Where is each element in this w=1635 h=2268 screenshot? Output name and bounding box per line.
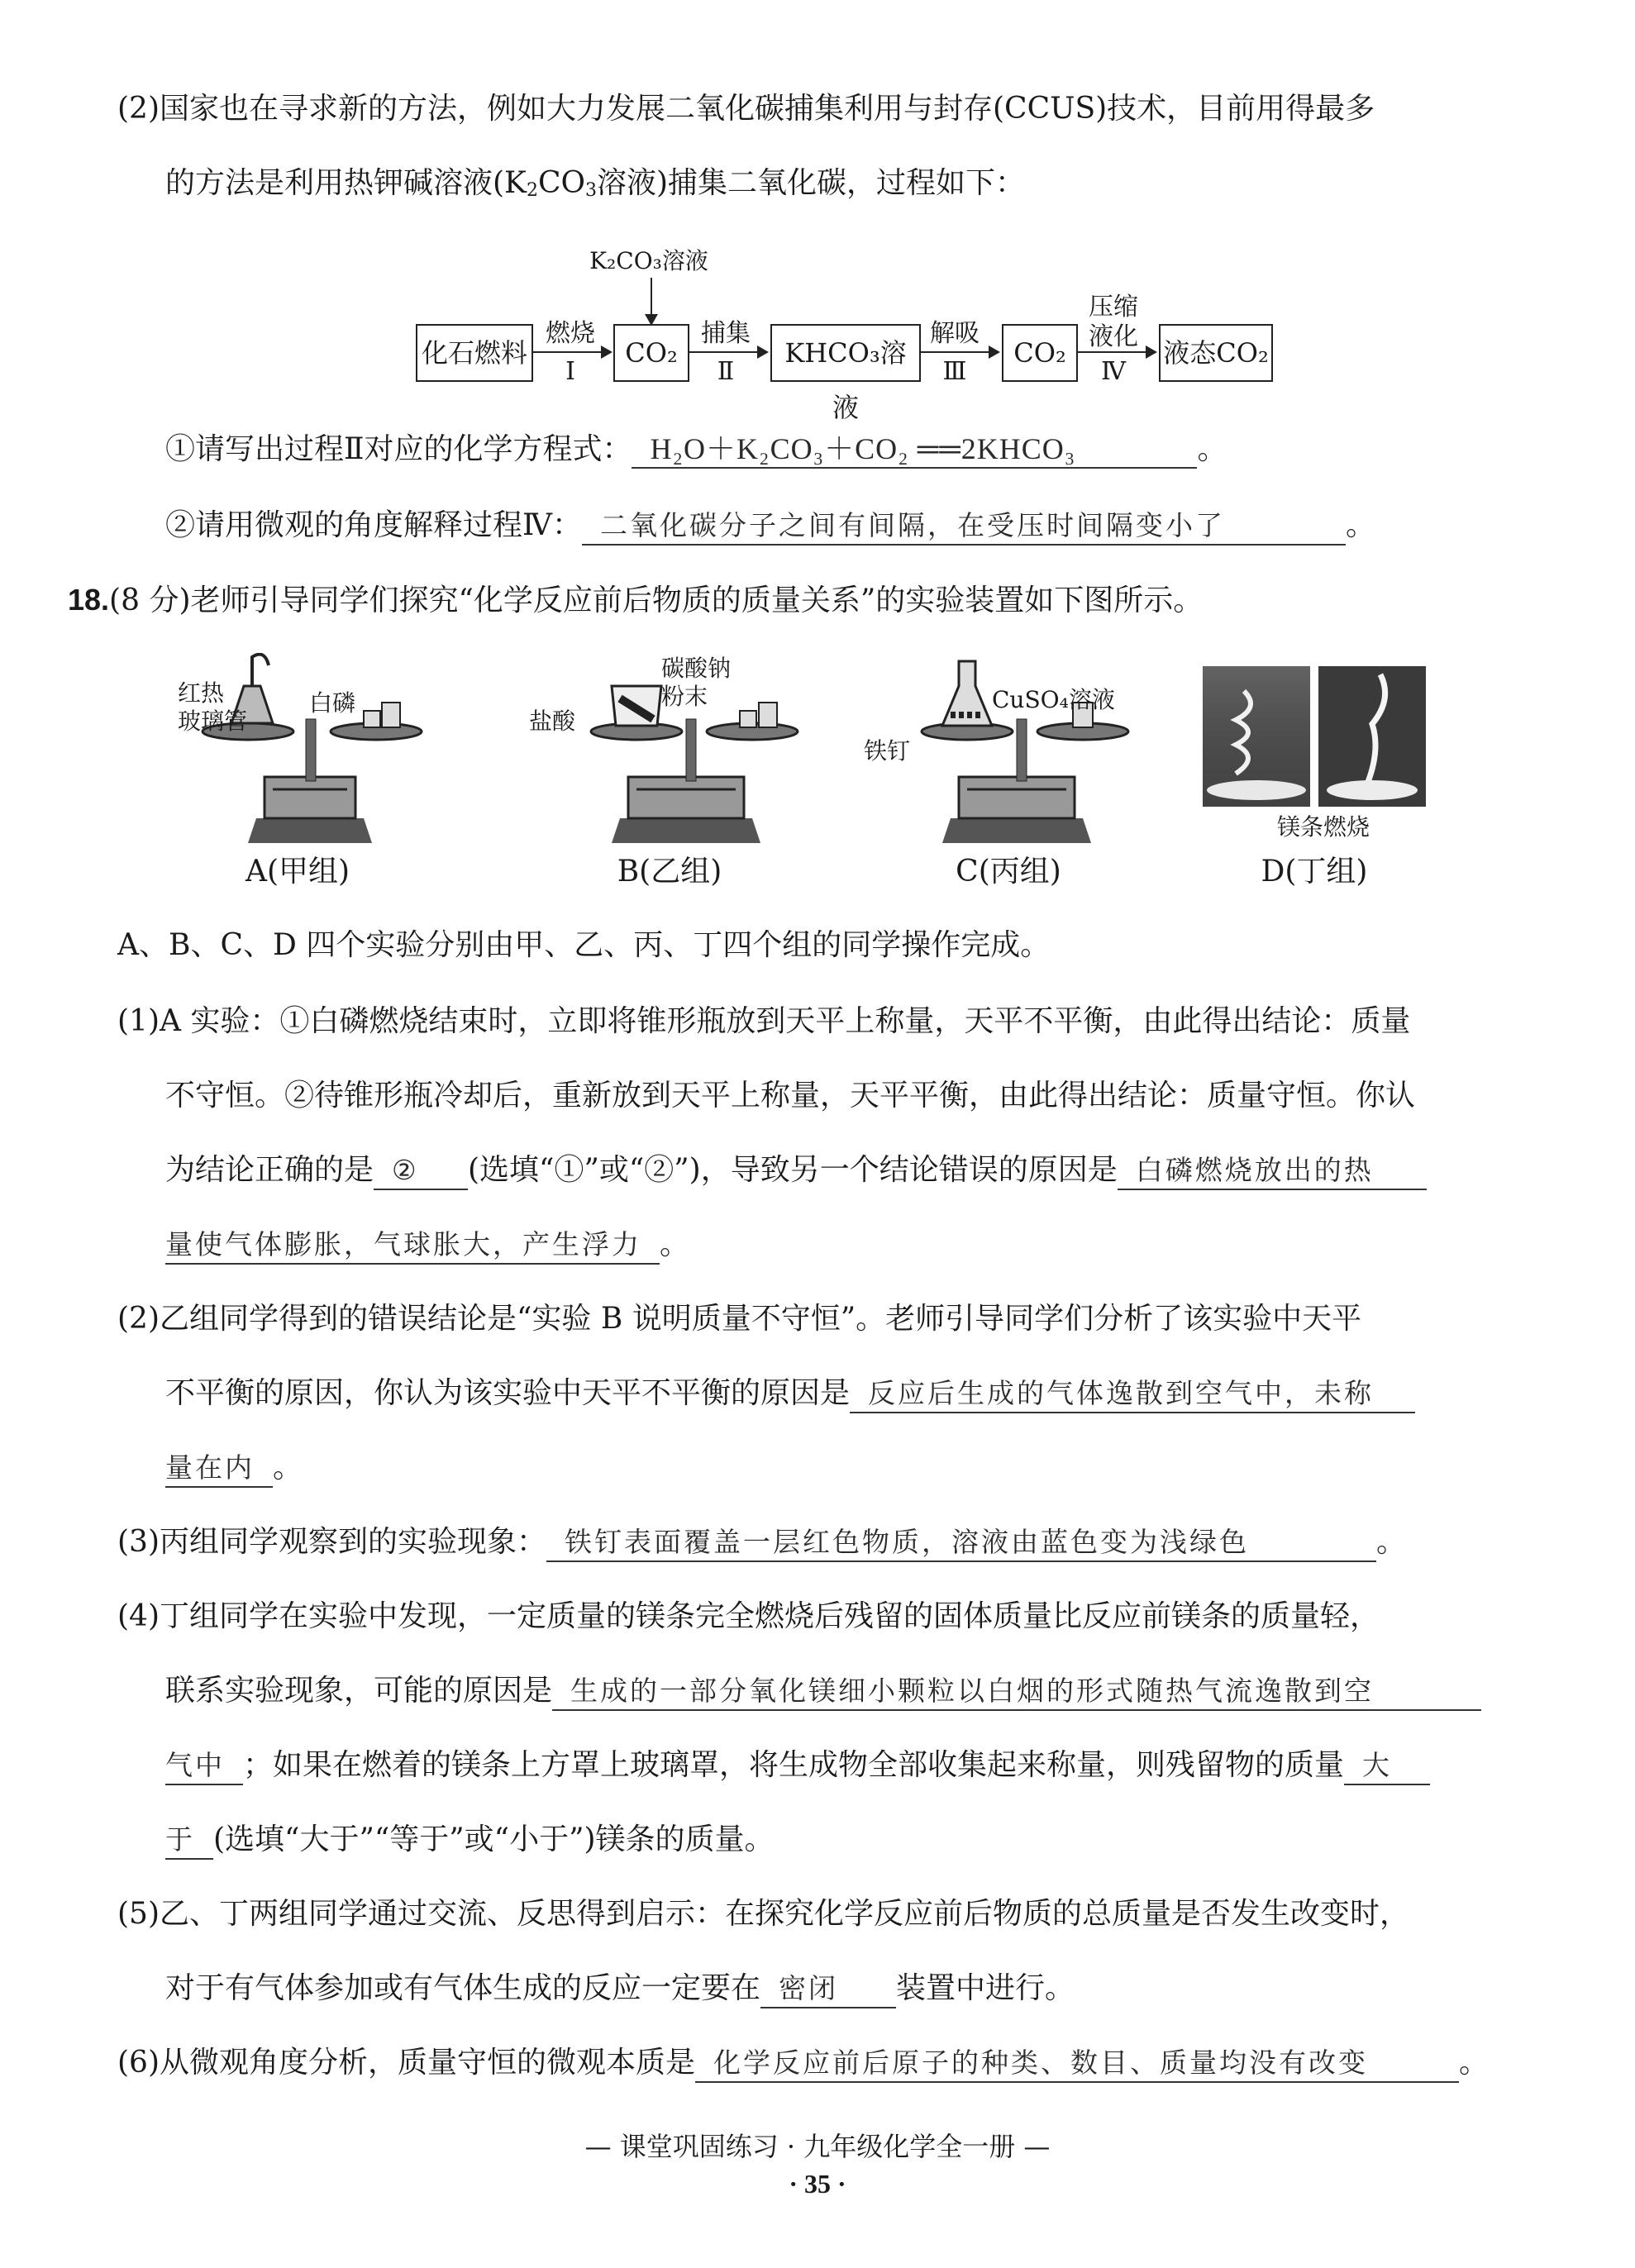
q17-intro-line2: 的方法是利用热钾碱溶液($K_2CO_3$溶液)捕集二氧化碳，过程如下： (165, 166, 1026, 201)
reagent-arrow (651, 278, 652, 324)
step3-arrow (919, 351, 999, 353)
q18-p4-answer1a: 生成的一部分氧化镁细小颗粒以白烟的形式随热气流逸散到空 (552, 1673, 1481, 1711)
step1-arrow (531, 351, 611, 353)
q18-p1-line1: (1)A 实验：①白磷燃烧结束时，立即将锥形瓶放到天平上称量，天平不平衡，由此得出结论：质量 (117, 1004, 1411, 1038)
q18-groups-line: A、B、C、D 四个实验分别由甲、乙、丙、丁四个组的同学操作完成。 (117, 928, 1051, 962)
box-co2-2: CO₂ (1002, 324, 1078, 382)
q18-p4-line3: 气中 ；如果在燃着的镁条上方罩上玻璃罩，将生成物全部收集起来称量，则残留物的质量 大 (165, 1746, 1430, 1785)
step2-num: Ⅱ (717, 357, 735, 386)
page-number: · 35 · (789, 2169, 846, 2199)
q17-sub1-answer: H₂O＋K₂CO₃＋CO₂ ══2KHCO₃ (632, 431, 1197, 469)
q18-p2-line1: (2)乙组同学得到的错误结论是“实验 B 说明质量不守恒”。老师引导同学们分析了该实验中天平 (117, 1302, 1362, 1336)
reagent-label: K₂CO₃溶液 (589, 247, 708, 274)
q18-p6-answer: 化学反应前后原子的种类、数目、质量均没有改变 (695, 2045, 1459, 2083)
q18-p5-answer: 密闭 (760, 1970, 896, 2008)
figure-c-caption: C(丙组) (956, 855, 1061, 889)
step1-num: Ⅰ (565, 357, 575, 386)
step1-label: 燃烧 (546, 319, 595, 348)
q18-p2-answer-b: 量在内 (165, 1450, 273, 1488)
a-label-red-hot: 红热 (178, 679, 225, 707)
figure-d-caption: D(丁组) (1261, 855, 1368, 889)
c-label-iron-nail: 铁钉 (864, 737, 911, 765)
b-label-powder: 粉末 (661, 683, 708, 710)
q18-p4-line4: 于 (选填“大于”“等于”或“小于”)镁条的质量。 (165, 1820, 775, 1860)
step4-num: Ⅳ (1101, 357, 1126, 386)
step2-arrow (688, 351, 767, 353)
q18-p3-answer: 铁钉表面覆盖一层红色物质，溶液由蓝色变为浅绿色 (546, 1524, 1376, 1562)
box-liquid-co2: 液态CO₂ (1159, 324, 1273, 382)
figure-b-caption: B(乙组) (617, 855, 722, 889)
box-fossil-fuel: 化石燃料 (416, 324, 533, 382)
q18-p4-answer2a: 大 (1344, 1747, 1430, 1785)
q17-sub1: ①请写出过程Ⅱ对应的化学方程式： H₂O＋K₂CO₃＋CO₂ ══2KHCO₃ 。 (165, 430, 1227, 469)
q18-p1-line4: 量使气体膨胀，气球胀大，产生浮力 。 (165, 1225, 689, 1265)
c-label-cuso4: CuSO₄溶液 (992, 686, 1115, 713)
d-label-magnesium-burning: 镁条燃烧 (1277, 813, 1370, 841)
q17-sub2: ②请用微观的角度解释过程Ⅳ： 二氧化碳分子之间有间隔，在受压时间隔变小了 。 (165, 506, 1375, 546)
b-label-sodium-carbonate: 碳酸钠 (661, 655, 732, 682)
q18-p1-answer2a: 白磷燃烧放出的热 (1118, 1152, 1427, 1190)
q18-p6: (6)从微观角度分析，质量守恒的微观本质是 化学反应前后原子的种类、数目、质量均没有改变 。 (117, 2043, 1489, 2083)
step3-num: Ⅲ (942, 357, 967, 386)
q18-p4-answer1b: 气中 (165, 1747, 243, 1785)
balance-c-figure (893, 653, 1157, 851)
step4-label-1: 压缩 (1089, 293, 1138, 322)
q18-p5-line1: (5)乙、丁两组同学通过交流、反思得到启示：在探究化学反应前后物质的总质量是否发生改变时， (117, 1897, 1409, 1931)
q18-p1-answer2b: 量使气体膨胀，气球胀大，产生浮力 (165, 1227, 660, 1265)
q18-p4-answer2b: 于 (165, 1822, 213, 1860)
a-label-phosphorus: 白磷 (309, 689, 356, 717)
box-co2-1: CO₂ (613, 324, 689, 382)
q18-p2-line3: 量在内 。 (165, 1448, 303, 1488)
figure-a-caption: A(甲组) (245, 855, 350, 889)
box-khco3: KHCO₃溶液 (770, 324, 921, 382)
q18-p2-line2: 不平衡的原因，你认为该实验中天平不平衡的原因是 反应后生成的气体逸散到空气中，未称 (165, 1374, 1415, 1413)
q18-p2-answer-a: 反应后生成的气体逸散到空气中，未称 (850, 1375, 1415, 1413)
q18-p4-line2: 联系实验现象，可能的原因是 生成的一部分氧化镁细小颗粒以白烟的形式随热气流逸散到空 (165, 1671, 1481, 1711)
b-label-hydrochloric-acid: 盐酸 (529, 708, 576, 735)
q18-p1-answer1: ② (374, 1152, 468, 1190)
a-label-glass-tube: 玻璃管 (178, 708, 248, 735)
footer-series: — 课堂巩固练习 · 九年级化学全一册 — (584, 2131, 1051, 2162)
q18-p3: (3)丙组同学观察到的实验现象： 铁钉表面覆盖一层红色物质，溶液由蓝色变为浅绿色 。 (117, 1522, 1406, 1562)
magnesium-burning-photos (1203, 666, 1426, 807)
q18-p5-line2: 对于有气体参加或有气体生成的反应一定要在 密闭 装置中进行。 (165, 1969, 1075, 2008)
q18-p4-line1: (4)丁组同学在实验中发现，一定质量的镁条完全燃烧后残留的固体质量比反应前镁条的质量轻， (117, 1599, 1380, 1633)
step3-label: 解吸 (930, 319, 980, 348)
q18-stem: 18.(8 分)老师引导同学们探究“化学反应前后物质的质量关系”的实验装置如下图所示。 (68, 583, 1204, 617)
q18-p1-line2: 不守恒。②待锥形瓶冷却后，重新放到天平上称量，天平平衡，由此得出结论：质量守恒。你认 (165, 1079, 1416, 1113)
step2-label: 捕集 (701, 319, 751, 348)
q17-intro-line1: (2)国家也在寻求新的方法，例如大力发展二氧化碳捕集利用与封存(CCUS)技术，目前用得最多 (117, 92, 1375, 126)
step4-label-2: 液化 (1089, 322, 1138, 351)
step4-arrow (1076, 351, 1156, 353)
q17-sub2-answer: 二氧化碳分子之间有间隔，在受压时间隔变小了 (582, 507, 1346, 546)
q18-p1-line3: 为结论正确的是 ② (选填“①”或“②”)，导致另一个结论错误的原因是 白磷燃烧放出的热 (165, 1151, 1427, 1190)
